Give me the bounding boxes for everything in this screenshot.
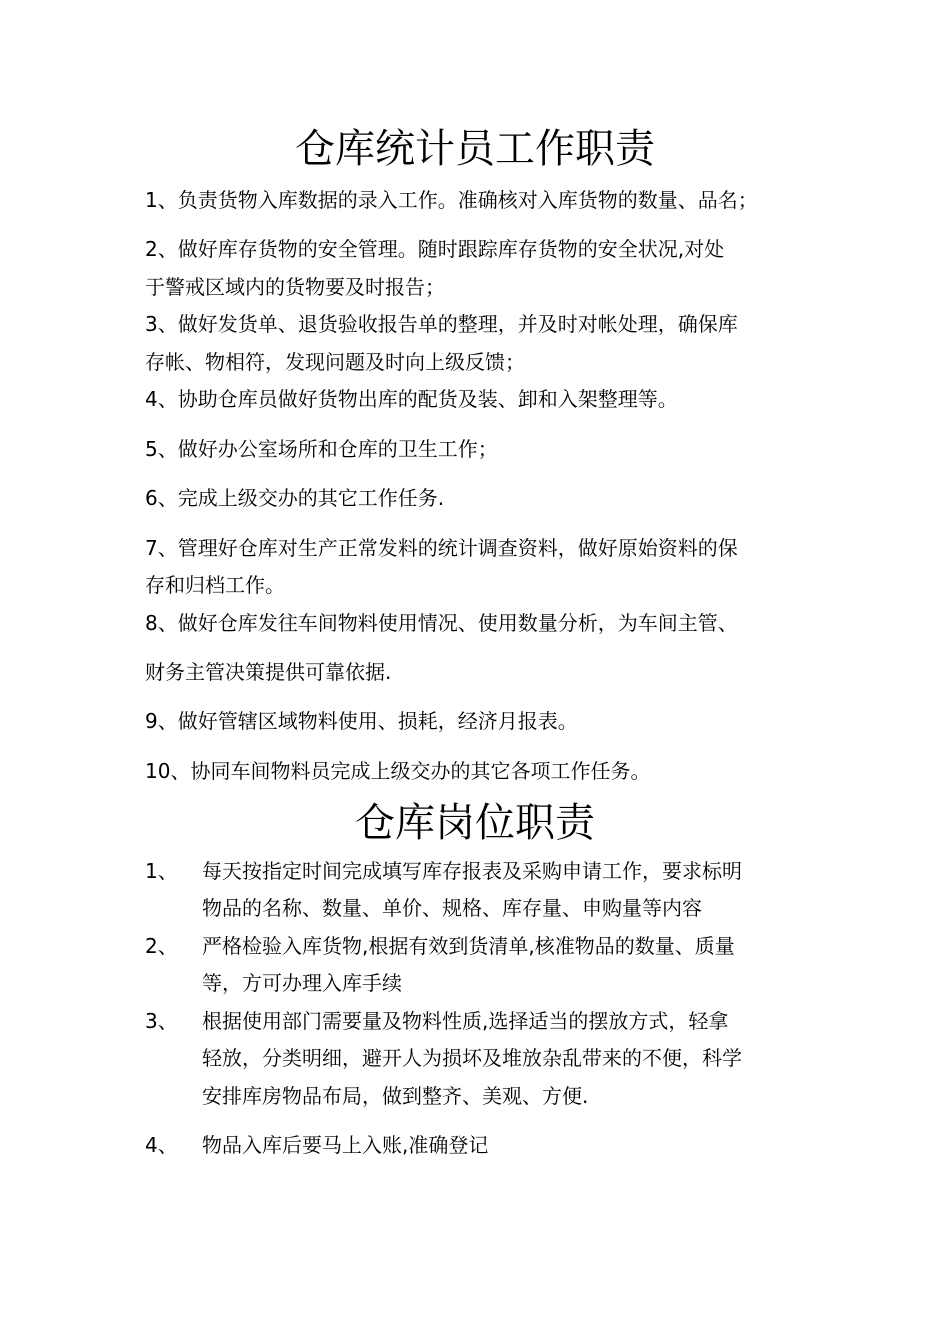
section1-line-3: 于警戒区域内的货物要及时报告； bbox=[145, 275, 445, 299]
section1-line-2: 2、做好库存货物的安全管理。随时跟踪库存货物的安全状况,对处 bbox=[145, 237, 725, 261]
section2-item-1-line-1: 每天按指定时间完成填写库存报表及采购申请工作，要求标明 bbox=[202, 859, 742, 883]
section2-item-3-line-3: 安排库房物品布局，做到整齐、美观、方便. bbox=[202, 1084, 589, 1108]
section1-line-6: 4、协助仓库员做好货物出库的配货及装、卸和入架整理等。 bbox=[145, 387, 678, 411]
section1-line-4: 3、做好发货单、退货验收报告单的整理，并及时对帐处理，确保库 bbox=[145, 312, 738, 336]
section1-line-1: 1、负责货物入库数据的录入工作。准确核对入库货物的数量、品名； bbox=[145, 188, 758, 212]
section1-line-8: 6、完成上级交办的其它工作任务. bbox=[145, 486, 445, 510]
section2-item-2-line-2: 等，方可办理入库手续 bbox=[202, 971, 402, 995]
section1-line-10: 存和归档工作。 bbox=[145, 573, 285, 597]
section2-item-2-number: 2、 bbox=[145, 934, 178, 958]
section2-item-3-line-2: 轻放，分类明细，避开人为损坏及堆放杂乱带来的不便，科学 bbox=[202, 1046, 742, 1070]
section1-line-14: 10、协同车间物料员完成上级交办的其它各项工作任务。 bbox=[145, 759, 651, 783]
section1-line-12: 财务主管决策提供可靠依据. bbox=[145, 660, 392, 684]
section2-title: 仓库岗位职责 bbox=[355, 800, 595, 846]
section1-title: 仓库统计员工作职责 bbox=[295, 126, 655, 172]
section1-line-7: 5、做好办公室场所和仓库的卫生工作； bbox=[145, 437, 498, 461]
section1-line-9: 7、管理好仓库对生产正常发料的统计调查资料，做好原始资料的保 bbox=[145, 536, 738, 560]
section2-item-2-line-1: 严格检验入库货物,根据有效到货清单,核准物品的数量、质量 bbox=[202, 934, 735, 958]
section2-item-4-line-1: 物品入库后要马上入账,准确登记 bbox=[202, 1133, 489, 1157]
section1-line-5: 存帐、物相符，发现问题及时向上级反馈； bbox=[145, 350, 525, 374]
section2-item-3-number: 3、 bbox=[145, 1009, 178, 1033]
section1-line-11: 8、做好仓库发往车间物料使用情况、使用数量分析，为车间主管、 bbox=[145, 611, 738, 635]
section2-item-1-number: 1、 bbox=[145, 859, 178, 883]
section2-item-1-line-2: 物品的名称、数量、单价、规格、库存量、申购量等内容 bbox=[202, 896, 702, 920]
section2-item-3-line-1: 根据使用部门需要量及物料性质,选择适当的摆放方式，轻拿 bbox=[202, 1009, 729, 1033]
section1-line-13: 9、做好管辖区域物料使用、损耗，经济月报表。 bbox=[145, 709, 578, 733]
section2-item-4-number: 4、 bbox=[145, 1133, 178, 1157]
